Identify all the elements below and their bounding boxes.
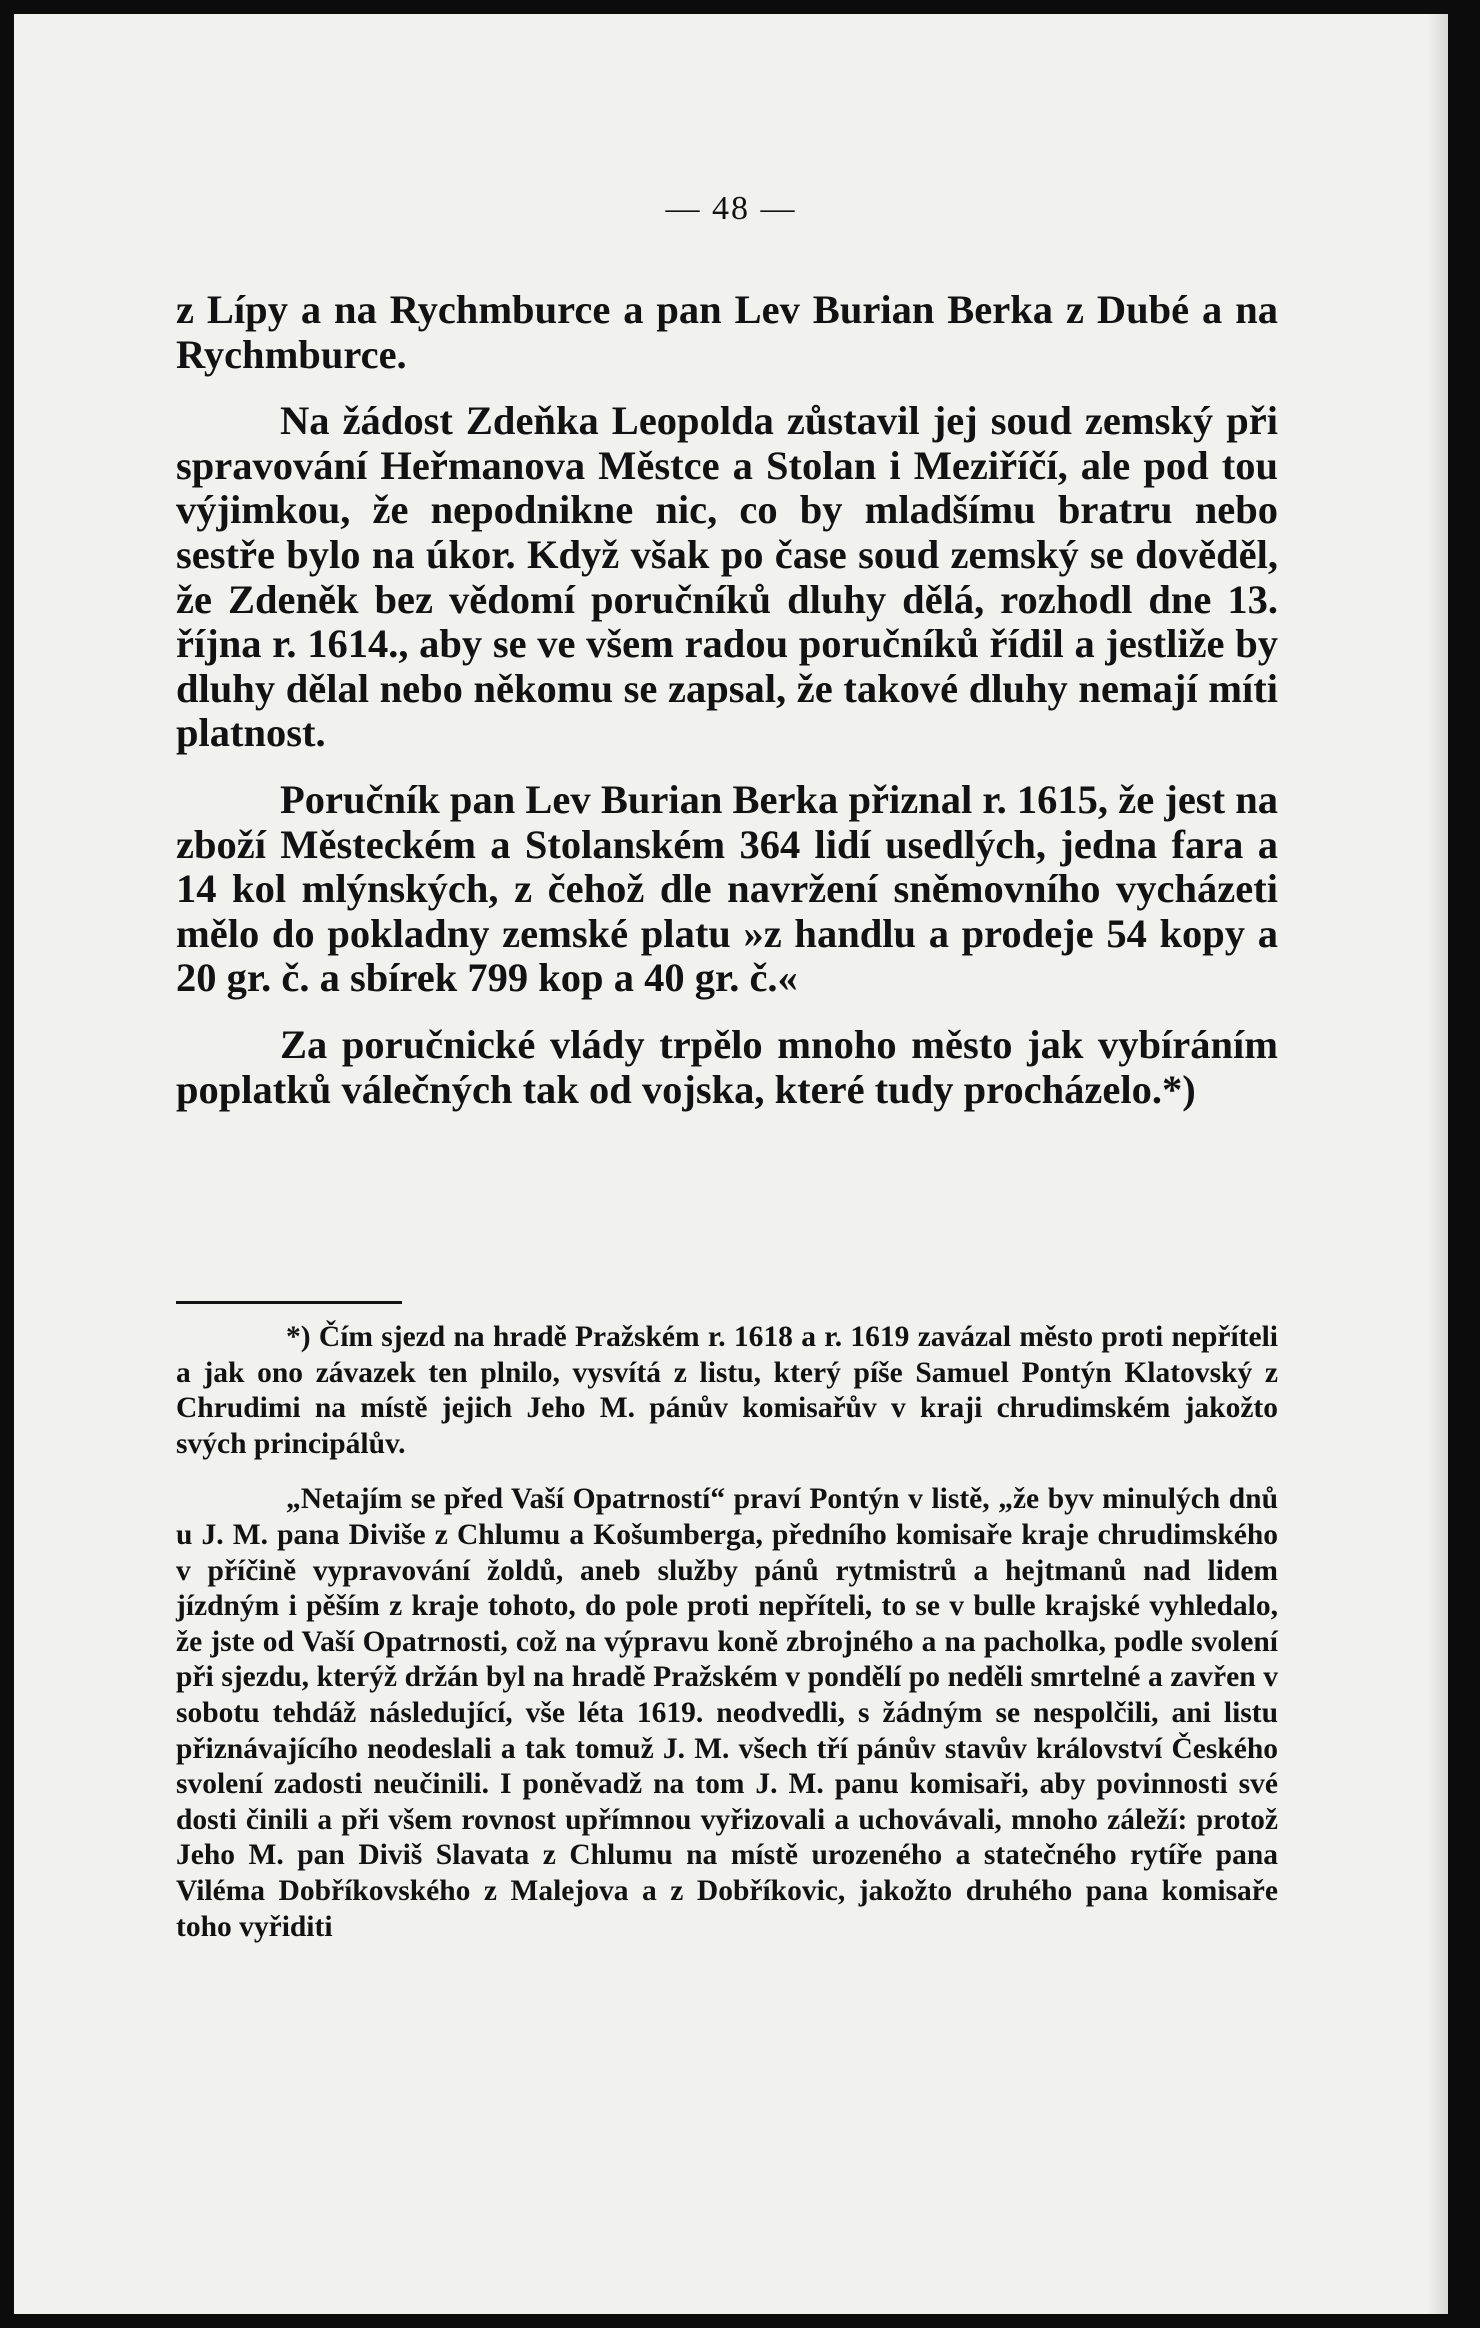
page-number: — 48 — (665, 190, 797, 227)
main-text (176, 288, 1278, 1112)
footnote (176, 1320, 1278, 1945)
footnote-paragraph: „Netajím se před Vaší Opatrností“ praví Pontýn v listě, „že byv minulých dnů u J. M. pana Diviše z Chlumu a Košumberga, předního komisaře kraje chrudimského v příčině vypravování žoldů, aneb služby pánů rytmistrů a hejtmanů nad lidem jízdným i pěším z kraje tohoto, do pole proti nepříteli, to se v bulle krajské vyhledalo, že jste od Vaší Opatrnosti, což na výpravu koně zbrojného a na pacholka, podle svolení při sjezdu, kterýž držán byl na hradě Pražském v pondělí po neděli smrtelné a zavřen v sobotu tehdáž následující, vše léta 1619. neodvedli, s žádným se nespolčili, ani listu přiznávajícího neodeslali a tak tomuž J. M. všech tří pánův stavův království Českého svolení zadosti neučinili. I poněvadž na tom J. M. panu komisaři, aby povinnosti své dosti činili a při všem rovnost upřímnou vyřizovali a uchovávali, mnoho záleží: protož Jeho M. pan Diviš Slavata z Chlumu na místě urozeného a statečného rytíře pana Viléma Dobříkovského z Malejova a z Dobříkovic, jakožto druhého pana komisaře toho vyřiditi (176, 1483, 1278, 1943)
book-page (14, 14, 1448, 2314)
paragraph: Za poručnické vlády trpělo mnoho město jak vybíráním poplatků válečných tak od vojska, které tudy procházelo.*) (176, 1021, 1278, 1112)
paragraph: Na žádost Zdeňka Leopolda zůstavil jej soud zemský při spravování Heřmanova Městce a Stolan i Meziříčí, ale pod tou výjimkou, že nepodnikne nic, co by mladšímu bratru nebo sestře bylo na úkor. Když však po čase soud zemský se dověděl, že Zdeněk bez vědomí poručníků dluhy dělá, rozhodl dne 13. října r. 1614., aby se ve všem radou poručníků řídil a jestliže by dluhy dělal nebo někomu se zapsal, že takové dluhy nemají míti platnost. (176, 398, 1278, 756)
paragraph-continuation: z Lípy a na Rychmburce a pan Lev Burian Berka z Dubé a na Rychmburce. (176, 287, 1278, 377)
footnote-divider (176, 1301, 402, 1304)
paragraph: Poručník pan Lev Burian Berka přiznal r. 1615, že jest na zboží Městeckém a Stolanském 364 lidí usedlých, jedna fara a 14 kol mlýnských, z čehož dle navržení sněmovního vycházeti mělo do pokladny zemské platu »z handlu a prodeje 54 kopy a 20 gr. č. a sbírek 799 kop a 40 gr. č.« (176, 776, 1278, 1001)
page-edge-shadow (1426, 14, 1448, 2314)
footnote-paragraph: *) Čím sjezd na hradě Pražském r. 1618 a r. 1619 zavázal město proti nepříteli a jak ono závazek ten plnilo, vysvítá z listu, který píše Samuel Pontýn Klatovský z Chrudimi na místě jejich Jeho M. pánův komisařův v kraji chrudimském jakožto svých principálův. (176, 1321, 1278, 1460)
